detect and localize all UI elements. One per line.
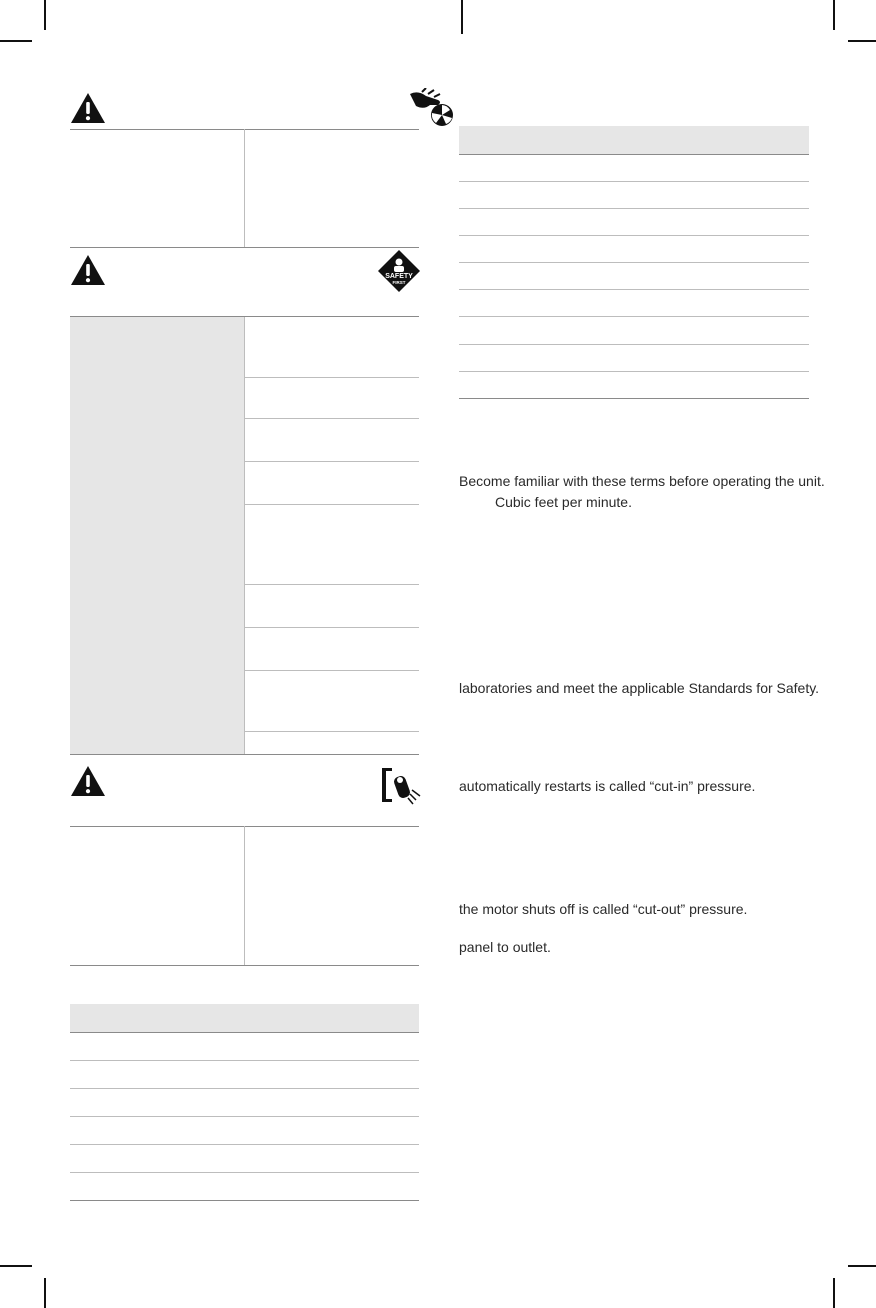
crop-mark-tr-v <box>833 0 835 30</box>
right-table-rule <box>459 289 809 290</box>
warning-block-2-row-rule <box>244 670 419 671</box>
cut-in-text: automatically restarts is called “cut-in” pressure. <box>459 778 756 794</box>
right-table-rule <box>459 208 809 209</box>
right-table-rule <box>459 344 809 345</box>
warning-block-2-row-rule <box>244 504 419 505</box>
cfm-definition-text: Cubic feet per minute. <box>495 494 632 510</box>
warning-block-2-row-rule <box>244 627 419 628</box>
safety-first-icon <box>378 250 420 292</box>
warning-block-2-row-rule <box>244 377 419 378</box>
warning-block-3-bottom-rule <box>70 965 419 966</box>
left-table-rule <box>70 1172 419 1173</box>
right-table-header <box>459 126 809 154</box>
warning-block-1-bottom-rule <box>70 247 419 248</box>
warning-block-1-divider <box>244 129 245 247</box>
warning-block-2-row-rule <box>244 461 419 462</box>
crop-mark-tl-h <box>0 40 32 42</box>
warning-block-2-gray-panel <box>70 317 244 754</box>
crop-mark-tr-h <box>848 40 876 42</box>
warning-block-2-row-rule <box>244 418 419 419</box>
warning-triangle-icon <box>70 92 106 124</box>
left-table-rule <box>70 1200 419 1201</box>
crop-mark-br-h <box>848 1265 876 1267</box>
right-table-rule <box>459 316 809 317</box>
left-table-header <box>70 1004 419 1032</box>
left-table-rule <box>70 1088 419 1089</box>
crop-mark-tl-v <box>44 0 46 30</box>
warning-triangle-icon <box>70 765 106 797</box>
crop-mark-bl-h <box>0 1265 32 1267</box>
right-table-rule <box>459 154 809 155</box>
warning-block-3-divider <box>244 826 245 965</box>
right-table-rule <box>459 262 809 263</box>
crop-mark-bl-v <box>44 1278 46 1308</box>
cut-out-text: the motor shuts off is called “cut-out” pressure. <box>459 901 748 917</box>
right-table-rule <box>459 398 809 399</box>
safety-badge-line1: SAFETY <box>385 273 413 280</box>
terms-intro-text: Become familiar with these terms before operating the unit. <box>459 473 825 489</box>
warning-block-2-bottom-rule <box>70 754 419 755</box>
warning-block-2-row-rule <box>244 731 419 732</box>
standards-text: laboratories and meet the applicable Standards for Safety. <box>459 680 820 696</box>
right-table-rule <box>459 181 809 182</box>
left-table-rule <box>70 1060 419 1061</box>
panel-outlet-text: panel to outlet. <box>459 939 551 955</box>
right-table-rule <box>459 235 809 236</box>
warning-triangle-icon <box>70 254 106 286</box>
safety-badge-line2: FIRST <box>392 280 406 285</box>
warning-block-2-divider <box>244 317 245 754</box>
crop-mark-br-v <box>833 1278 835 1308</box>
crop-mark-tc-v <box>461 0 463 34</box>
rotating-fan-hand-icon <box>408 88 456 128</box>
left-table-rule <box>70 1032 419 1033</box>
left-table-rule <box>70 1144 419 1145</box>
pressurized-tank-icon <box>380 766 422 806</box>
right-table-rule <box>459 371 809 372</box>
left-table-rule <box>70 1116 419 1117</box>
warning-block-2-row-rule <box>244 584 419 585</box>
